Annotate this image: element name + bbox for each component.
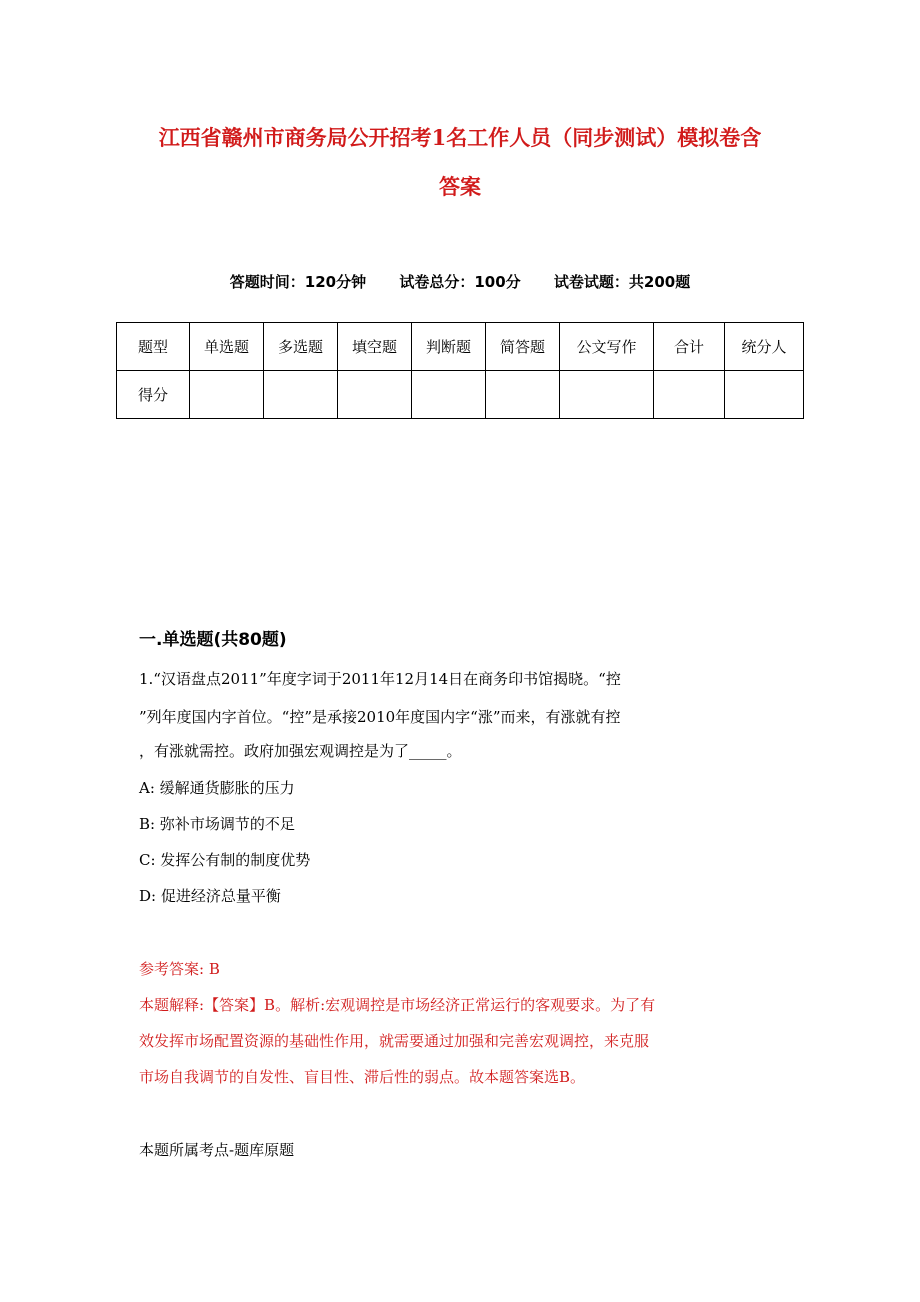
option-b: B: 弥补市场调节的不足 xyxy=(139,815,295,833)
exam-meta xyxy=(0,271,920,292)
score-table xyxy=(116,322,804,419)
header-cell-single-choice: 单选题 xyxy=(190,323,264,371)
exam-question-count: 试卷试题：共200题 xyxy=(553,273,691,291)
explanation-line: 市场自我调节的自发性、盲目性、滞后性的弱点。故本题答案选B。 xyxy=(139,1068,586,1086)
header-cell-short-answer: 简答题 xyxy=(486,323,560,371)
score-table-score-row xyxy=(117,371,804,419)
header-cell-multi-choice: 多选题 xyxy=(264,323,338,371)
reference-answer: 参考答案: B xyxy=(139,960,220,978)
section-heading: 一.单选题(共80题) xyxy=(139,630,287,650)
score-row-label: 得分 xyxy=(117,371,190,419)
question-stem-line: ，有涨就需控。政府加强宏观调控是为了_____。 xyxy=(139,742,462,760)
header-cell-official-writing: 公文写作 xyxy=(560,323,654,371)
option-c: C: 发挥公有制的制度优势 xyxy=(139,851,311,869)
explanation-line: 效发挥市场配置资源的基础性作用，就需要通过加强和完善宏观调控，来克服 xyxy=(139,1032,650,1050)
question-source: 本题所属考点-题库原题 xyxy=(139,1141,295,1159)
score-cell[interactable] xyxy=(725,371,804,419)
explanation-line: 本题解释:【答案】B。解析:宏观调控是市场经济正常运行的客观要求。为了有 xyxy=(139,996,656,1014)
exam-time: 答题时间：120分钟 xyxy=(229,273,367,291)
header-cell-total: 合计 xyxy=(654,323,725,371)
question-stem-line: 1.“汉语盘点2011”年度字词于2011年12月14日在商务印书馆揭晓。“控 xyxy=(139,670,621,688)
header-cell-true-false: 判断题 xyxy=(412,323,486,371)
score-cell[interactable] xyxy=(338,371,412,419)
header-cell-fill-blank: 填空题 xyxy=(338,323,412,371)
header-cell-grader: 统分人 xyxy=(725,323,804,371)
score-cell[interactable] xyxy=(654,371,725,419)
score-cell[interactable] xyxy=(412,371,486,419)
exam-title: 江西省赣州市商务局公开招考1名工作人员（同步测试）模拟卷含 xyxy=(158,125,762,150)
score-cell[interactable] xyxy=(560,371,654,419)
exam-title-continued: 答案 xyxy=(439,174,481,199)
exam-total-score: 试卷总分：100分 xyxy=(399,273,521,291)
score-cell[interactable] xyxy=(264,371,338,419)
option-a: A: 缓解通货膨胀的压力 xyxy=(139,779,295,797)
score-cell[interactable] xyxy=(190,371,264,419)
option-d: D: 促进经济总量平衡 xyxy=(139,887,281,905)
score-table-header-row xyxy=(117,323,804,371)
question-stem-line: ”列年度国内字首位。“控”是承接2010年度国内字“涨”而来，有涨就有控 xyxy=(139,708,621,726)
score-cell[interactable] xyxy=(486,371,560,419)
header-cell-type: 题型 xyxy=(117,323,190,371)
